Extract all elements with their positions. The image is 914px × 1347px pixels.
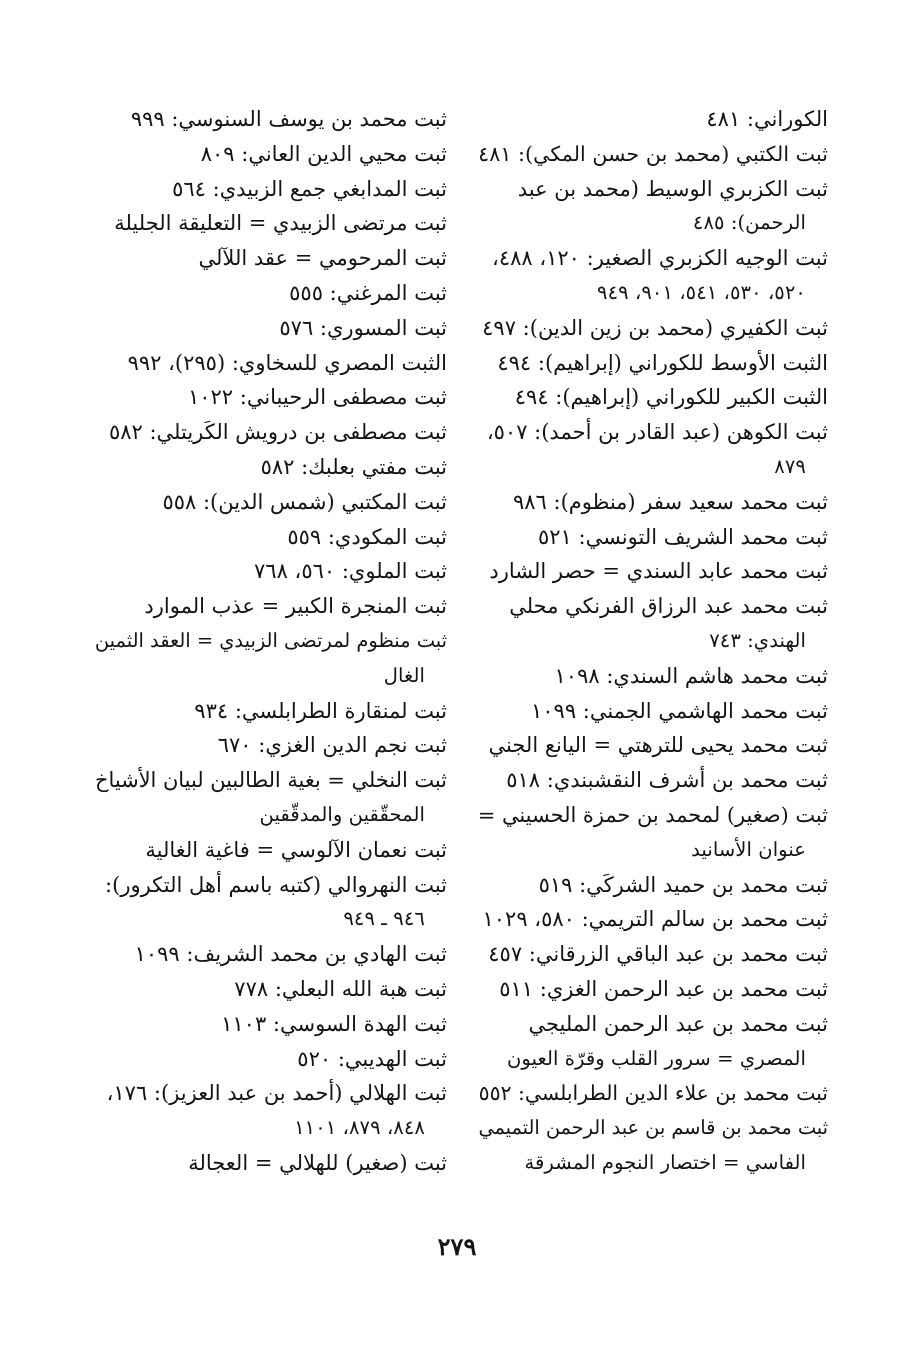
index-entry [478, 1076, 828, 1111]
index-entry-continuation: الهندي: ٧٤٣ [709, 628, 806, 652]
index-entry-line: ثبت محمد بن قاسم بن عبد الرحمن التميمي [478, 1116, 828, 1140]
index-entry-line: ثبت محمد بن علاء الدين الطرابلسي: ٥٥٢ [478, 1081, 828, 1106]
index-entry [95, 1042, 447, 1077]
index-entry-line: ثبت محمد عابد السندي = حصر الشارد [489, 559, 828, 584]
index-entry [478, 763, 828, 798]
index-entry-continuation: ٩٤٦ ـ ٩٤٩ [343, 907, 425, 931]
index-entry-line: ثبت المسوري: ٥٧٦ [279, 315, 447, 340]
index-entry [478, 728, 828, 763]
index-entry-line: ثبت الملوي: ٥٦٠، ٧٦٨ [254, 559, 447, 584]
index-entry [478, 346, 828, 381]
index-entry-line: ثبت محمد بن أشرف النقشبندي: ٥١٨ [506, 768, 828, 793]
index-entry-continuation: الرحمن): ٤٨٥ [692, 211, 806, 235]
index-entry-line: ثبت الكتبي (محمد بن حسن المكي): ٤٨١ [478, 141, 828, 166]
index-entry-line: ثبت النهروالي (كتبه باسم أهل التكرور): [105, 872, 447, 897]
index-entry [478, 589, 828, 659]
index-entry-line: ثبت الكزبري الوسيط (محمد بن عبد [517, 176, 828, 201]
index-entry [478, 137, 828, 172]
index-entry-line: ثبت محمد عبد الرزاق الفرنكي محلي [509, 594, 828, 619]
index-entry [478, 380, 828, 415]
index-entry [478, 659, 828, 694]
index-entry-line: ثبت محمد بن عبد الرحمن المليجي [528, 1011, 828, 1036]
index-entry-line: ثبت محمد هاشم السندي: ١٠٩٨ [554, 663, 828, 688]
index-entry [95, 728, 447, 763]
index-entry [95, 450, 447, 485]
index-entry-line: الثبت المصري للسخاوي: (٢٩٥)، ٩٩٢ [127, 350, 447, 375]
index-entry-line: ثبت محمد بن يوسف السنوسي: ٩٩٩ [130, 107, 447, 131]
index-entry-continuation: المحقّقين والمدقّقين [259, 802, 425, 826]
index-entry [478, 172, 828, 242]
index-entry [95, 137, 447, 172]
index-entry [95, 624, 447, 694]
index-entry-line: ثبت المكودي: ٥٥٩ [287, 524, 447, 549]
index-entry [478, 902, 828, 937]
index-entry-line: ثبت هبة الله البعلي: ٧٧٨ [234, 976, 447, 1001]
index-entry-line: ثبت الوجيه الكزبري الصغير: ١٢٠، ٤٨٨، [492, 246, 828, 271]
index-entry [478, 102, 828, 137]
index-entry-line: ثبت محمد الهاشمي الجمني: ١٠٩٩ [531, 698, 828, 723]
index-entry-line: ثبت محمد يحيى للترهتي = اليانع الجني [488, 733, 828, 758]
index-entry [478, 937, 828, 972]
index-entry-line: ثبت مرتضى الزبيدي = التعليقة الجليلة [114, 211, 447, 236]
index-column-right [478, 102, 828, 1181]
index-entry [95, 1076, 447, 1146]
index-entry-line: ثبت مفتي بعلبك: ٥٨٢ [260, 454, 447, 479]
index-entry-line: ثبت محمد الشريف التونسي: ٥٢١ [537, 524, 828, 549]
index-entry-line: ثبت محمد بن حميد الشركَي: ٥١٩ [538, 872, 828, 897]
index-entry-continuation: ٨٧٩ [774, 454, 806, 478]
index-entry [478, 868, 828, 903]
index-entry-line: ثبت مصطفى الرحيباني: ١٠٢٢ [187, 385, 447, 410]
index-entry [478, 972, 828, 1007]
index-entry-line: ثبت الهادي بن محمد الشريف: ١٠٩٩ [134, 942, 447, 967]
index-entry-line: ثبت المكتبي (شمس الدين): ٥٥٨ [162, 489, 447, 514]
index-entry [95, 172, 447, 207]
index-entry [95, 868, 447, 938]
index-entry-line: الثبت الكبير للكوراني (إبراهيم): ٤٩٤ [514, 385, 828, 410]
index-entry [478, 485, 828, 520]
index-entry [95, 763, 447, 833]
index-entry [478, 241, 828, 311]
index-entry-line: ثبت محمد بن عبد الباقي الزرقاني: ٤٥٧ [488, 942, 828, 967]
index-entry [95, 520, 447, 555]
index-entry-continuation: عنوان الأسانيد [691, 837, 806, 861]
index-entry-line: ثبت الهديبي: ٥٢٠ [297, 1046, 447, 1071]
index-entry [95, 485, 447, 520]
page-number: ٢٧٩ [437, 1232, 477, 1261]
index-entry [95, 102, 447, 137]
index-entry-continuation: الفاسي = اختصار النجوم المشرقة [524, 1150, 806, 1174]
index-entry [95, 554, 447, 589]
index-entry [478, 520, 828, 555]
index-entry [95, 1146, 447, 1181]
index-entry-line: ثبت (صغير) لمحمد بن حمزة الحسيني = [477, 802, 828, 827]
index-entry [478, 554, 828, 589]
index-entry-line: ثبت الهدة السوسي: ١١٠٣ [221, 1011, 447, 1036]
index-entry-line: ثبت محيي الدين العاني: ٨٠٩ [200, 141, 447, 166]
index-entry-line: ثبت نعمان الآلوسي = فاغية الغالية [145, 837, 447, 862]
index-entry [95, 346, 447, 381]
index-entry-continuation: ٨٤٨، ٨٧٩، ١١٠١ [294, 1116, 425, 1140]
index-entry [95, 694, 447, 729]
index-entry-line: ثبت نجم الدين الغزي: ٦٧٠ [217, 733, 447, 758]
index-column-left [95, 102, 447, 1181]
index-entry-continuation: الغال [383, 663, 425, 687]
index-entry-line: ثبت المدابغي جمع الزبيدي: ٥٦٤ [172, 176, 447, 201]
index-entry-line: ثبت الكوهن (عبد القادر بن أحمد): ٥٠٧، [486, 420, 828, 445]
index-entry-line: ثبت المرحومي = عقد اللآلي [198, 246, 447, 271]
index-entry [95, 415, 447, 450]
index-entry [95, 380, 447, 415]
index-entry [478, 415, 828, 485]
index-entry [95, 311, 447, 346]
index-entry-line: ثبت الهلالي (أحمد بن عبد العزيز): ١٧٦، [106, 1081, 447, 1106]
index-entry [478, 694, 828, 729]
index-entry-line: ثبت محمد بن عبد الرحمن الغزي: ٥١١ [499, 976, 828, 1001]
index-entry [478, 1007, 828, 1077]
index-entry-line: ثبت الكفيري (محمد بن زين الدين): ٤٩٧ [482, 315, 828, 340]
index-entry [478, 311, 828, 346]
index-entry-line: ثبت المرغني: ٥٥٥ [289, 280, 447, 305]
index-entry [95, 833, 447, 868]
index-entry [95, 589, 447, 624]
index-entry [95, 241, 447, 276]
index-entry-line: ثبت مصطفى بن درويش الكَريتلي: ٥٨٢ [108, 420, 447, 445]
index-entry [478, 1111, 828, 1181]
index-entry-line: ثبت لمنقارة الطرابلسي: ٩٣٤ [194, 698, 447, 723]
index-entry-line: ثبت منظوم لمرتضى الزبيدي = العقد الثمين [94, 628, 447, 652]
index-entry-line: ثبت محمد بن سالم التريمي: ٥٨٠، ١٠٢٩ [482, 907, 828, 932]
index-entry [95, 206, 447, 241]
index-entry [95, 276, 447, 311]
index-entry [478, 798, 828, 868]
index-entry [95, 1007, 447, 1042]
index-entry [95, 972, 447, 1007]
index-entry-line: ثبت المنجرة الكبير = عذب الموارد [144, 594, 447, 619]
index-entry-line: ثبت محمد سعيد سفر (منظوم): ٩٨٦ [512, 489, 828, 514]
index-entry-line: ثبت (صغير) للهلالي = العجالة [188, 1150, 447, 1175]
index-entry-line: ثبت النخلي = بغية الطالبين لبيان الأشياخ [94, 768, 447, 793]
index-entry [95, 937, 447, 972]
index-entry-line: الكوراني: ٤٨١ [706, 107, 828, 131]
index-entry-continuation: المصري = سرور القلب وقرّة العيون [506, 1046, 806, 1070]
index-entry-line: الثبت الأوسط للكوراني (إبراهيم): ٤٩٤ [497, 350, 828, 375]
index-entry-continuation: ٥٢٠، ٥٣٠، ٥٤١، ٩٠١، ٩٤٩ [597, 280, 806, 304]
